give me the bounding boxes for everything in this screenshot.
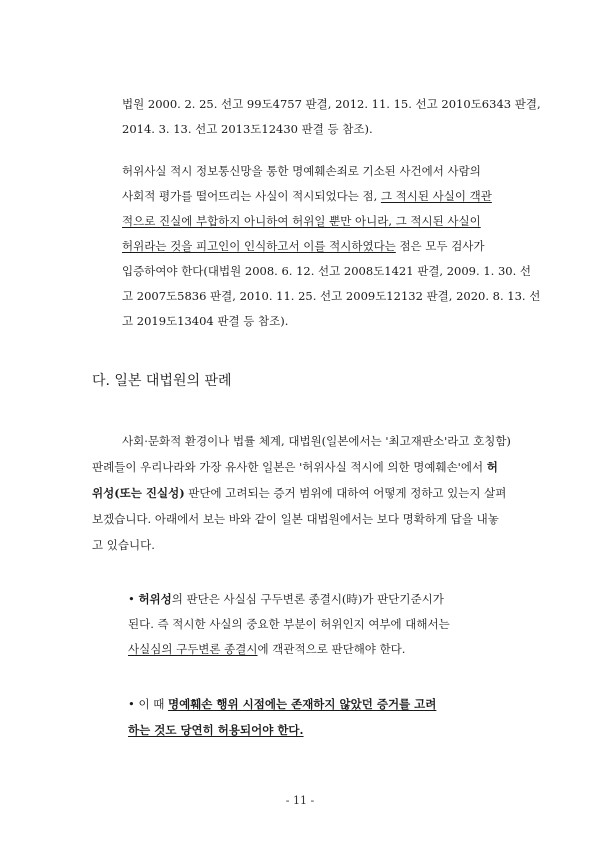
text: 법원 2000. 2. 25. 선고 99도4757 판결, 2012. 11. 15. 선고 2010도6343 판결, [122,97,541,111]
underlined-text: 적으로 진실에 부합하지 아니하여 허위일 뿐만 아니라, [122,214,396,228]
bullet-line [128,641,405,657]
section-heading [92,373,232,389]
text: 고 2019도13404 판결 등 참조). [122,314,289,328]
text-line [92,537,155,553]
text-line [122,433,511,449]
text: 고 있습니다. [92,538,155,552]
text: 된다. 즉 적시한 사실의 중요한 부분이 허위인지 여부에 대해서는 [128,617,450,631]
text-line [122,188,492,204]
text-line [122,96,541,112]
bullet-line [128,616,450,632]
underlined-text: 허위라는 것을 피고인이 인식하고서 이를 적시하였다는 [122,239,396,253]
text: 사회적 평가를 떨어뜨리는 사실이 적시되었다는 점, [122,189,381,203]
bold-underlined-text: 명예훼손 행위 시점에는 존재하지 않았던 증거를 고려 [167,697,437,711]
bold-text: 허 [486,460,498,474]
text-line [122,263,531,279]
text: 허위사실 적시 정보통신망을 통한 명예훼손죄로 기소된 사건에서 사람의 [122,164,481,178]
text: 입증하여야 한다(대법원 2008. 6. 12. 선고 2008도1421 판결, 2009. 1. 30. 선 [122,264,531,278]
text-line [122,163,481,179]
bullet-icon: • [128,697,135,711]
text-line [92,511,499,527]
text-line [122,213,481,229]
text-line [92,485,506,501]
text: 보겠습니다. 아래에서 보는 바와 같이 일본 대법원에서는 보다 명확하게 답을 내놓 [92,512,499,526]
text: 의 판단은 사실심 구두변론 종결시(時)가 판단기준시가 [171,592,444,606]
bold-text: 위성(또는 진실성) [92,486,185,500]
bold-underlined-text: 하는 것도 당연히 허용되어야 한다. [128,723,304,737]
text: 점은 모두 검사가 [395,239,485,253]
bullet-line [128,696,436,712]
underlined-text: 그 적시된 사실이 객관 [380,189,492,203]
text-line [122,313,288,329]
bullet-line [128,591,444,607]
bullet-icon: • [128,592,135,606]
heading-text: 다. 일본 대법원의 판례 [92,373,232,389]
page-number: - 11 - [285,794,315,807]
text-line [92,459,498,475]
text: 사회·문화적 환경이나 법률 체계, 대법원(일본에서는 '최고재판소'라고 호칭함) [122,434,511,448]
text: 판례들이 우리나라와 가장 유사한 일본은 '허위사실 적시에 의한 명예훼손'에서 [92,460,487,474]
text: 판단에 고려되는 증거 범위에 대하여 어떻게 정하고 있는지 살펴 [184,486,507,500]
bullet-line [128,722,304,738]
text: 에 객관적으로 판단해야 한다. [257,642,406,656]
text-line [122,121,373,137]
text: 고 2007도5836 판결, 2010. 11. 25. 선고 2009도12132 판결, 2020. 8. 13. 선 [122,289,541,303]
text-line [122,238,485,254]
text: 이 때 [138,697,168,711]
text-line [122,288,540,304]
underlined-text: 사실심의 구두변론 종결시 [128,642,258,656]
bold-text: 허위성 [138,592,172,606]
text: 2014. 3. 13. 선고 2013도12430 판결 등 참조). [122,122,373,136]
underlined-text: 그 적시된 사실이 [395,214,481,228]
